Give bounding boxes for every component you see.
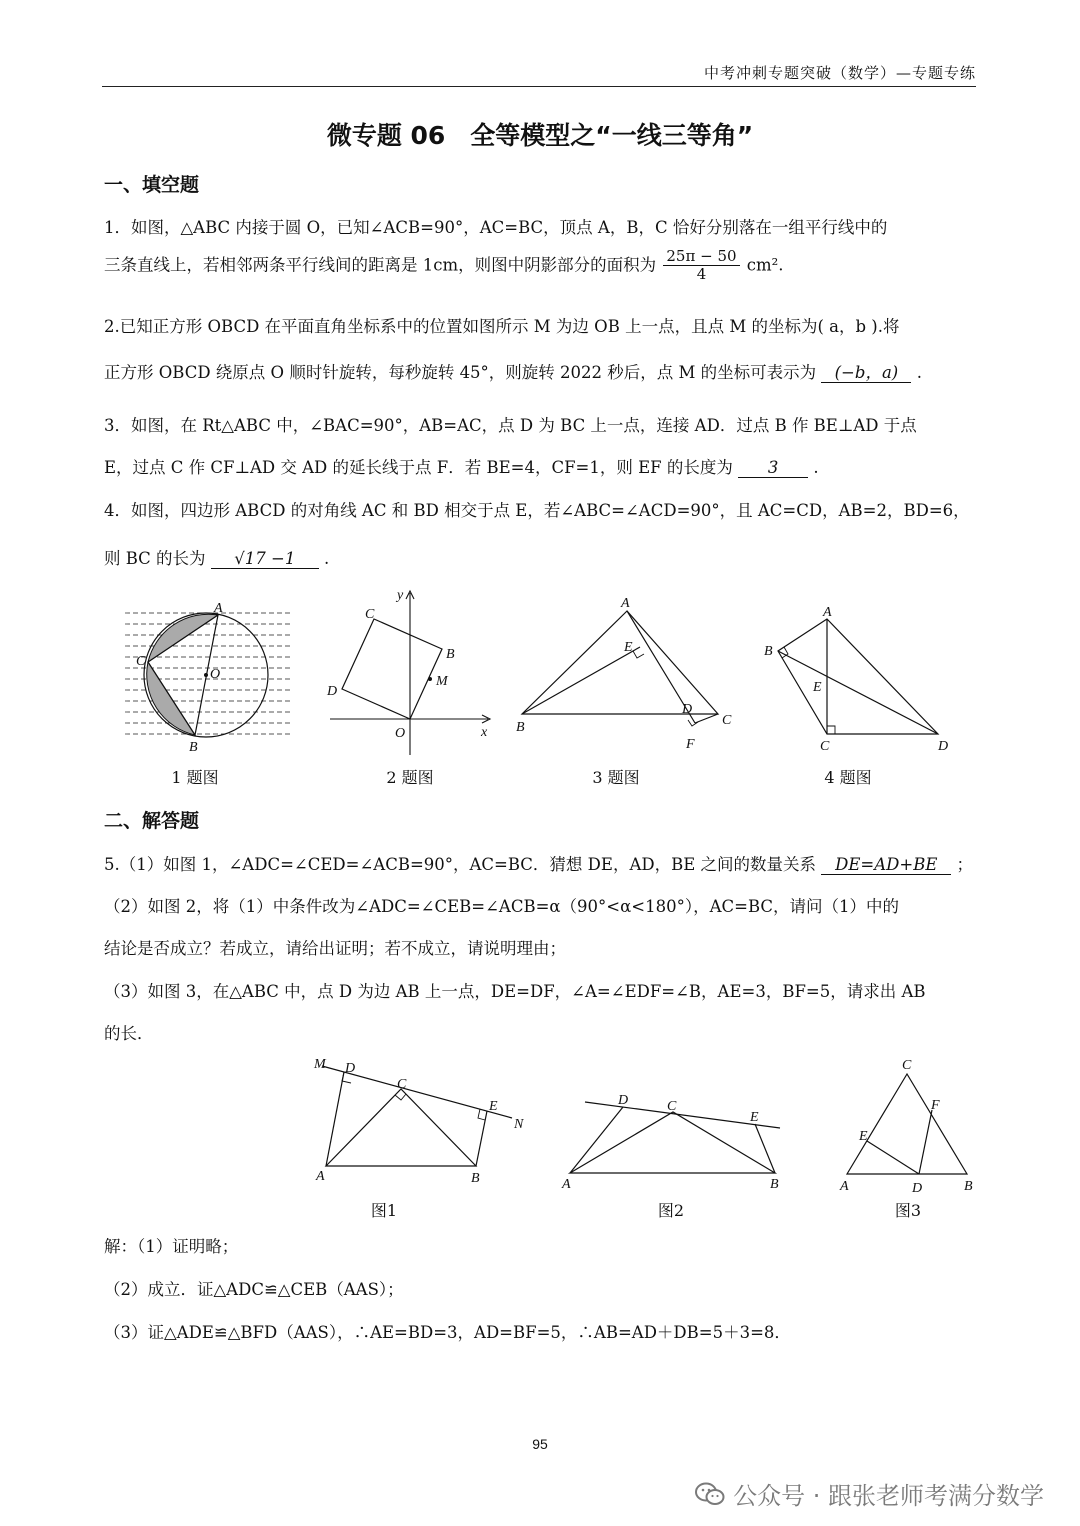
fig4-label-D: D [938, 739, 949, 754]
q5-part1-text: 5.（1）如图 1，∠ADC=∠CED=∠ACB=90°，AC=BC．猜想 DE，AD，BE 之间的数量关系 [104, 855, 817, 874]
solution-line3: （3）证△ADE≌△BFD（AAS），∴AE=BD=3，AD=BF=5，∴AB=AD＋DB=5＋3=8． [104, 1323, 791, 1342]
q5-part1-end: ； [956, 855, 974, 874]
caption-fig4: 4 题图 [824, 768, 872, 787]
g2-label-A: A [562, 1177, 571, 1192]
fig4-label-E: E [813, 680, 822, 695]
fig2-label-D: D [327, 684, 338, 699]
fig3-label-C: C [722, 713, 732, 728]
fig2-label-y: y [397, 588, 404, 603]
figure-q5-3 [839, 1058, 973, 1196]
caption-q5-fig3: 图3 [894, 1201, 922, 1220]
q5-part2-line1: （2）如图 2，将（1）中条件改为∠ADC=∠CEB=∠ACB=α（90°<α<180°），AC=BC，请问（1）中的 [104, 897, 900, 916]
figure-1 [125, 601, 293, 755]
q1-text: 三条直线上，若相邻两条平行线间的距离是 1cm，则图中阴影部分的面积为 [104, 255, 657, 275]
g1-label-B: B [471, 1171, 480, 1186]
q4-line1: 4．如图，四边形 ABCD 的对角线 AC 和 BD 相交于点 E，若∠ABC=∠ACD=90°，且 AC=CD，AB=2，BD=6， [104, 501, 970, 520]
q5-part1 [104, 851, 976, 875]
q4-text: 则 BC 的长为 [104, 549, 206, 568]
figure-q5-1 [313, 1057, 524, 1186]
figure-q5-2 [561, 1093, 780, 1192]
g1-label-M: M [314, 1057, 326, 1072]
g1-label-E: E [489, 1099, 498, 1114]
fig4-label-C: C [820, 739, 830, 754]
q3-line1: 3．如图，在 Rt△ABC 中，∠BAC=90°，AB=AC，点 D 为 BC 上一点，连接 AD．过点 B 作 BE⊥AD 于点 [104, 416, 917, 435]
g1-label-A: A [316, 1169, 325, 1184]
q4-line2 [104, 545, 976, 569]
fig2-label-x: x [481, 725, 488, 740]
q2-period: . [916, 363, 922, 382]
g3-label-E: E [859, 1129, 868, 1144]
q3-line2 [104, 454, 976, 478]
fig1-label-C: C [136, 654, 146, 669]
figures-row-1 [100, 585, 980, 760]
solution-line1: 解：（1）证明略； [104, 1237, 239, 1256]
q5-part3-line2: 的长． [104, 1024, 154, 1043]
fig3-label-B: B [516, 720, 525, 735]
fig1-label-A: A [214, 601, 223, 616]
q1-answer-numerator: 25π − 50 [663, 248, 739, 266]
g3-label-A: A [840, 1179, 849, 1194]
q5-part3-line1: （3）如图 3，在△ABC 中，点 D 为边 AB 上一点，DE=DF，∠A=∠EDF=∠B，AE=3，BF=5，请求出 AB [104, 982, 926, 1001]
g1-label-D: D [345, 1061, 356, 1076]
q1-line1: 1．如图，△ABC 内接于圆 O，已知∠ACB=90°，AC=BC，顶点 A，B，C 恰好分别落在一组平行线中的 [104, 218, 888, 237]
header-rule [102, 86, 976, 87]
q1-unit: cm². [746, 255, 784, 275]
q1-answer-denominator: 4 [696, 265, 707, 284]
header-title: 中考冲刺专题突破（数学）—专题专练 [703, 64, 976, 82]
q1-answer-fraction [663, 248, 739, 284]
g1-label-N: N [514, 1117, 524, 1132]
g2-label-B: B [770, 1177, 779, 1192]
caption-fig1: 1 题图 [171, 768, 219, 787]
g3-label-C: C [902, 1058, 912, 1073]
section-heading-fill-blank: 一、填空题 [104, 174, 200, 196]
g3-label-B: B [964, 1179, 973, 1194]
fig2-label-B: B [446, 647, 455, 662]
fig1-label-B: B [189, 740, 198, 755]
fig3-label-F: F [686, 737, 695, 752]
g2-label-D: D [618, 1093, 629, 1108]
page-title: 微专题 06 全等模型之“一线三等角” [326, 121, 754, 150]
q3-text: E，过点 C 作 CF⊥AD 交 AD 的延长线于点 F．若 BE=4，CF=1，则 EF 的长度为 [104, 458, 733, 477]
q2-line2 [104, 359, 976, 383]
page-number: 95 [532, 1436, 548, 1452]
q2-answer: (−b，a) [821, 364, 911, 383]
q5-part2-line2: 结论是否成立？若成立，请给出证明；若不成立，请说明理由； [104, 939, 566, 958]
g1-label-C: C [397, 1077, 407, 1092]
fig1-label-O: O [210, 667, 221, 682]
q2-text: 正方形 OBCD 绕原点 O 顺时针旋转，每秒旋转 45°，则旋转 2022 秒后，点 M 的坐标可表示为 [104, 363, 817, 382]
fig3-label-E: E [624, 640, 633, 655]
watermark [695, 1476, 1044, 1511]
caption-fig3: 3 题图 [592, 768, 640, 787]
figures-row-2 [300, 1048, 990, 1198]
fig3-label-A: A [621, 596, 630, 611]
g2-label-C: C [667, 1099, 677, 1114]
fig2-label-M: M [436, 674, 448, 689]
figure-2 [326, 588, 490, 755]
q3-period: . [813, 458, 819, 477]
q4-period: . [324, 549, 330, 568]
g3-label-D: D [912, 1181, 923, 1196]
caption-q5-fig1: 图1 [370, 1201, 398, 1220]
q5-part1-answer: DE=AD+BE [821, 856, 951, 875]
fig2-label-O: O [395, 726, 406, 741]
q1-line2 [104, 248, 976, 284]
g2-label-E: E [750, 1110, 759, 1125]
solution-line2: （2）成立．证△ADC≌△CEB（AAS）； [104, 1280, 404, 1299]
fig2-label-C: C [365, 607, 375, 622]
fig3-label-D: D [682, 702, 693, 717]
figure-3 [516, 596, 732, 752]
watermark-text: 公众号 · 跟张老师考满分数学 [733, 1482, 1044, 1510]
section-heading-answers: 二、解答题 [104, 810, 200, 832]
wechat-icon [695, 1481, 725, 1507]
q4-answer: √17 −1 [211, 550, 319, 569]
g3-label-F: F [931, 1098, 940, 1113]
fig4-label-A: A [823, 605, 832, 620]
figure-4 [764, 605, 948, 754]
fig4-label-B: B [764, 644, 773, 659]
q2-line1: 2.已知正方形 OBCD 在平面直角坐标系中的位置如图所示 M 为边 OB 上一点，且点 M 的坐标为( a，b ).将 [104, 317, 900, 336]
caption-q5-fig2: 图2 [657, 1201, 685, 1220]
caption-fig2: 2 题图 [386, 768, 434, 787]
q3-answer: 3 [738, 459, 808, 478]
